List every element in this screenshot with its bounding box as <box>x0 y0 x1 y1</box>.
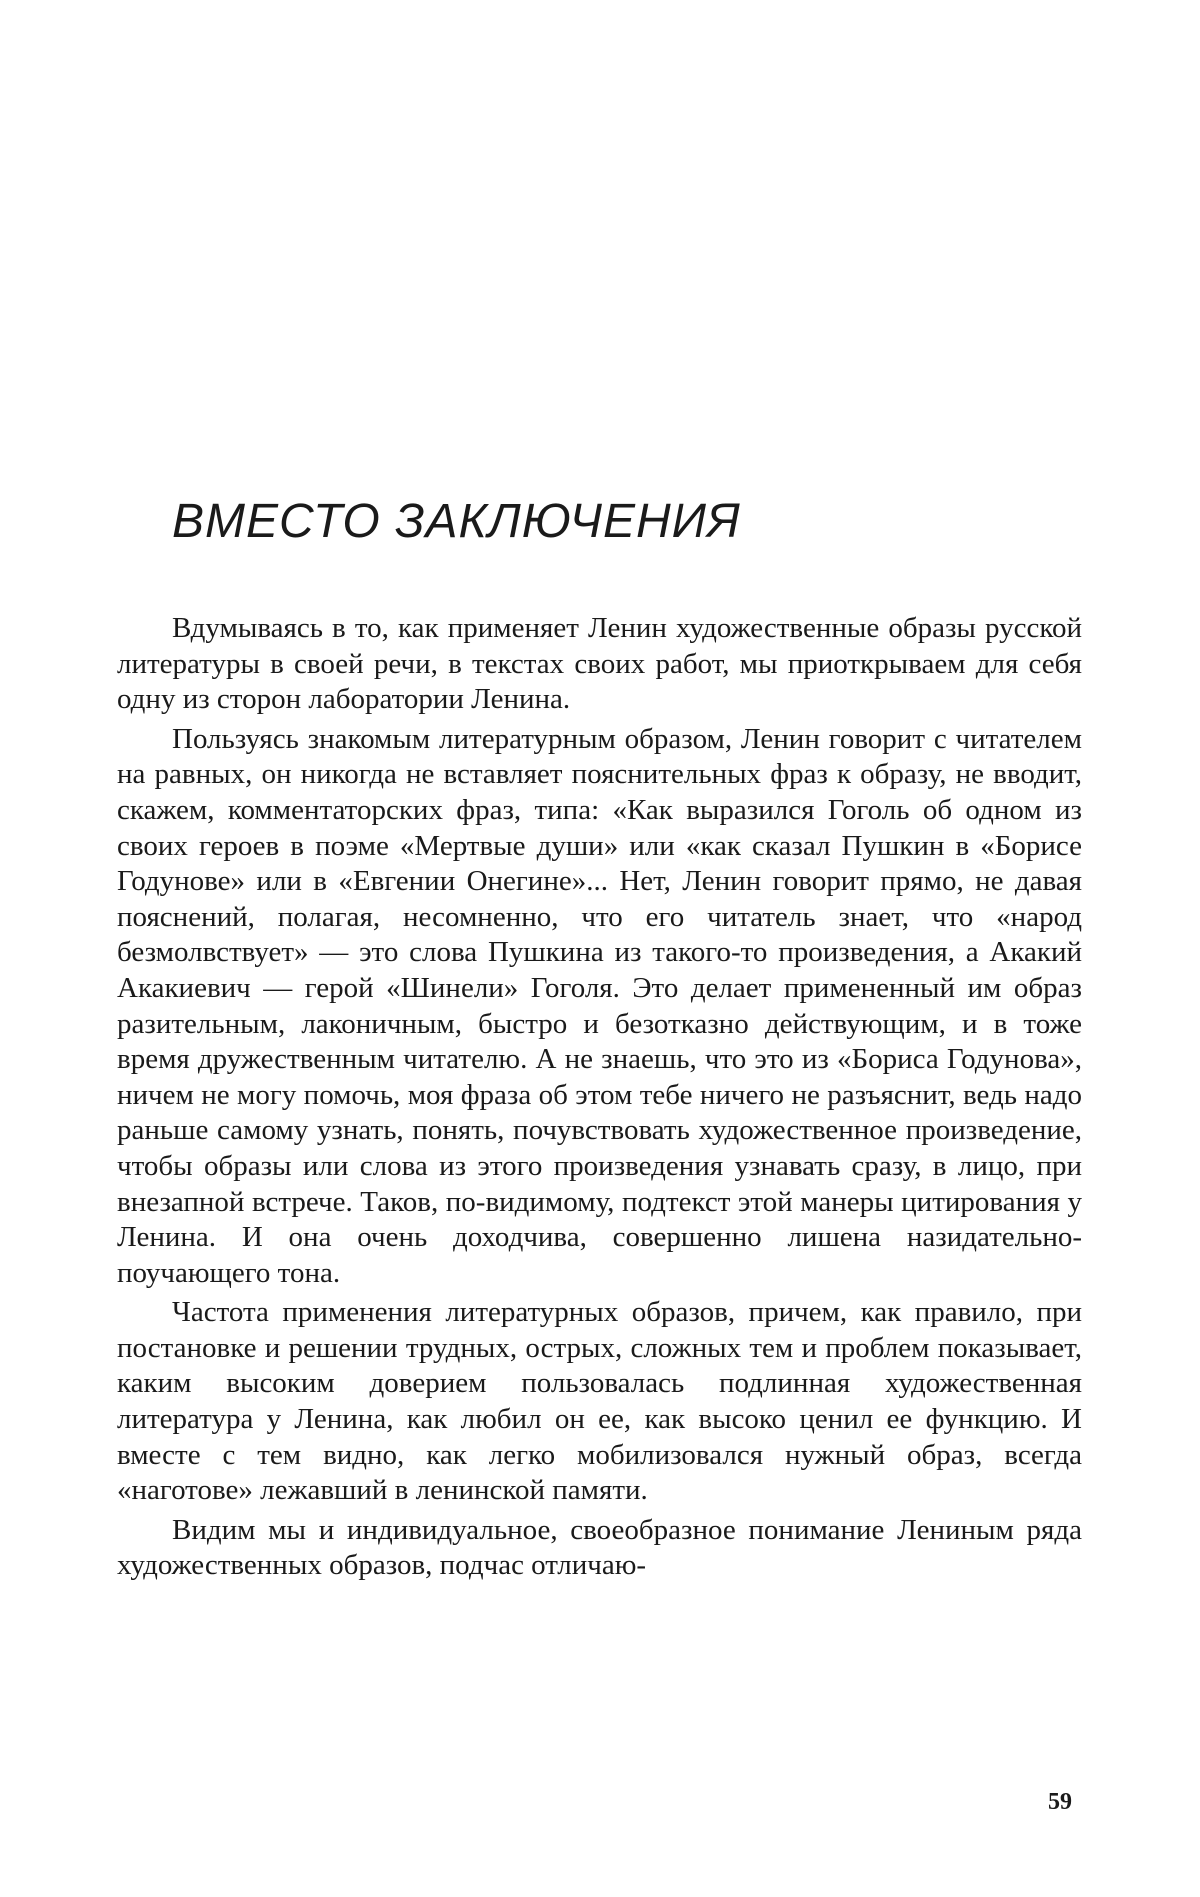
chapter-title: ВМЕСТО ЗАКЛЮЧЕНИЯ <box>172 495 741 548</box>
body-text <box>117 611 1082 1584</box>
paragraph-3: Частота применения литературных образов, причем, как правило, при постановке и решении трудных, острых, сложных тем и проблем показывает, каким высоким доверием пользовалась подлинная художественная литература у Ленина, как любил он ее, как высоко ценил ее функцию. И вместе с тем видно, как легко мобилизовался нужный образ, всегда «наготове» лежавший в ленинской памяти. <box>117 1296 1082 1507</box>
paragraph-4: Видим мы и индивидуальное, своеобразное понимание Лениным ряда художественных образов, подчас отличаю- <box>117 1513 1082 1582</box>
paragraph-1: Вдумываясь в то, как применяет Ленин художественные образы русской литературы в своей речи, в текстах своих работ, мы приоткрываем для себя одну из сторон лаборатории Ленина. <box>117 612 1082 716</box>
page-number: 59 <box>1048 1789 1072 1815</box>
paragraph-2: Пользуясь знакомым литературным образом, Ленин говорит с читателем на равных, он никогда не вставляет пояснительных фраз к образу, не вводит, скажем, комментаторских фраз, типа: «Как выразился Гоголь об одном из своих героев в поэме «Мертвые души» или «как сказал Пушкин в «Борисе Годунове» или в «Евгении Онегине»... Нет, Ленин говорит прямо, не давая пояснений, полагая, несомненно, что его читатель знает, что «народ безмолвствует» — это слова Пушкина из такого-то произведения, а Акакий Акакиевич — герой «Шинели» Гоголя. Это делает примененный им образ разительным, лаконичным, быстро и безотказно действующим, и в тоже время дружественным читателю. А не знаешь, что это из «Бориса Годунова», ничем не могу помочь, моя фраза об этом тебе ничего не разъяснит, ведь надо раньше самому узнать, понять, почувствовать художественное произведение, чтобы образы или слова из этого произведения узнавать сразу, в лицо, при внезапной встрече. Таков, по-видимому, подтекст этой манеры цитирования у Ленина. И она очень доходчива, совершенно лишена назидательно-поучающего тона. <box>117 722 1082 1289</box>
